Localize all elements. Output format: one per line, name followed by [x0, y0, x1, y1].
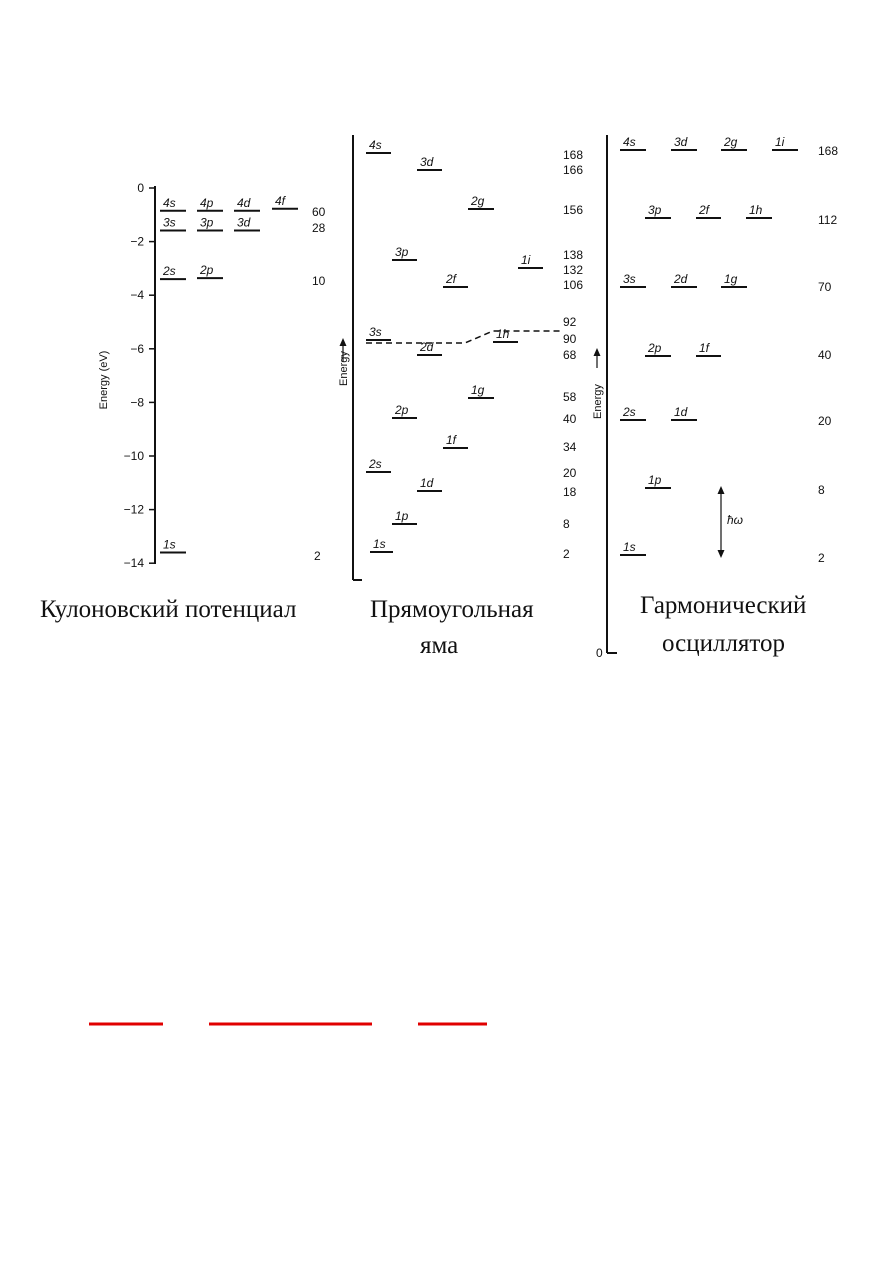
square-well-level-1g-label: 1g: [471, 383, 485, 397]
square-well-degeneracy-132: 132: [563, 263, 584, 277]
oscillator-level-3d: [671, 135, 697, 150]
square-well-degeneracy-168: 168: [563, 148, 584, 162]
coulomb-level-2s-label: 2s: [163, 264, 176, 279]
square-well-level-1d-label: 1d: [420, 476, 434, 490]
oscillator-panel: [592, 135, 838, 660]
oscillator-level-1f: [696, 341, 721, 356]
square-well-level-1s: [370, 537, 393, 552]
oscillator-level-1s: [620, 540, 646, 555]
oscillator-level-3s-label: 3s: [623, 272, 636, 286]
oscillator-level-4s-label: 4s: [623, 135, 636, 149]
square-well-level-1p-label: 1p: [395, 509, 409, 523]
square-well-level-3p: [392, 245, 417, 260]
oscillator-level-1s-label: 1s: [623, 540, 636, 554]
oscillator-degeneracy-168: 168: [818, 144, 839, 158]
oscillator-axis-arrow: [594, 348, 601, 368]
oscillator-level-1g-label: 1g: [724, 272, 738, 286]
square-well-degeneracy-138: 138: [563, 248, 584, 262]
coulomb-level-3p: [197, 215, 223, 230]
square-well-level-2f: [443, 272, 468, 287]
coulomb-panel: [40, 181, 326, 623]
oscillator-level-1d-label: 1d: [674, 405, 688, 419]
square-well-level-1f: [443, 433, 468, 448]
coulomb-level-4p: [197, 196, 223, 211]
oscillator-level-3d-label: 3d: [674, 135, 688, 149]
square-well-level-1s-label: 1s: [373, 537, 386, 551]
square-well-caption-line2: яма: [420, 632, 459, 659]
oscillator-level-1p-label: 1p: [648, 473, 662, 487]
coulomb-tick-label: −4: [130, 288, 144, 303]
square-well-level-3s: [366, 325, 391, 340]
square-well-level-1p: [392, 509, 417, 524]
coulomb-level-4s: [160, 196, 186, 211]
square-well-level-1i: [518, 253, 543, 268]
square-well-level-2s-label: 2s: [369, 457, 382, 471]
coulomb-degeneracy-28: 28: [312, 221, 326, 235]
oscillator-level-2d: [671, 272, 697, 287]
square-well-level-2p: [392, 403, 417, 418]
square-well-axis-label: Energy: [338, 351, 350, 386]
oscillator-level-3p-label: 3p: [648, 203, 662, 217]
coulomb-tick-label: −6: [130, 341, 144, 356]
square-well-level-1d: [417, 476, 442, 491]
oscillator-level-2f: [696, 203, 721, 218]
oscillator-degeneracy-2: 2: [818, 551, 825, 565]
oscillator-level-2p-label: 2p: [648, 341, 662, 355]
square-well-level-4s: [366, 138, 391, 153]
oscillator-degeneracy-20: 20: [818, 414, 832, 428]
oscillator-level-1g: [721, 272, 747, 287]
coulomb-level-4d: [234, 196, 260, 211]
square-well-caption-line1: Прямоугольная: [370, 596, 534, 623]
oscillator-level-1h-label: 1h: [749, 203, 763, 217]
square-well-level-1f-label: 1f: [446, 433, 457, 447]
coulomb-level-4p-label: 4p: [200, 195, 214, 210]
square-well-level-2p-label: 2p: [395, 403, 409, 417]
oscillator-degeneracy-112: 112: [818, 213, 838, 227]
oscillator-level-1p: [645, 473, 671, 488]
square-well-level-4s-label: 4s: [369, 138, 382, 152]
coulomb-tick-label: 0: [137, 181, 144, 195]
square-well-level-1g: [468, 383, 494, 398]
coulomb-level-2p: [197, 263, 223, 278]
coulomb-tick-label: −10: [123, 449, 144, 463]
square-well-degeneracy-8: 8: [563, 517, 570, 531]
coulomb-caption: Кулоновский потенциал: [40, 596, 297, 623]
oscillator-level-2f-label: 2f: [699, 203, 710, 217]
square-well-degeneracy-156: 156: [563, 203, 584, 217]
oscillator-level-3s: [620, 272, 646, 287]
oscillator-zero-label: 0: [596, 646, 603, 660]
oscillator-level-2g-label: 2g: [724, 135, 738, 149]
square-well-level-2g: [468, 194, 494, 209]
oscillator-level-4s: [620, 135, 646, 150]
hbar-omega-double-arrow: [718, 486, 725, 558]
oscillator-level-2s-label: 2s: [623, 405, 636, 419]
coulomb-level-2p-label: 2p: [200, 263, 214, 278]
coulomb-level-4d-label: 4d: [237, 195, 251, 210]
coulomb-level-4f: [272, 194, 298, 209]
hbar-omega-label: ħω: [727, 513, 744, 527]
oscillator-degeneracy-70: 70: [818, 280, 832, 294]
oscillator-level-3p: [645, 203, 671, 218]
square-well-degeneracy-90: 90: [563, 332, 577, 346]
square-well-level-2d-label: 2d: [420, 340, 434, 354]
oscillator-level-1d: [671, 405, 697, 420]
oscillator-caption-line2: осциллятор: [662, 630, 786, 657]
oscillator-caption-line1: Гармонический: [640, 592, 807, 619]
coulomb-tick-label: −2: [130, 234, 144, 249]
square-well-level-3p-label: 3p: [395, 245, 409, 259]
coulomb-level-3p-label: 3p: [200, 215, 214, 230]
square-well-level-3d: [417, 155, 442, 170]
square-well-level-2s: [366, 457, 391, 472]
coulomb-axis-label: Energy (eV): [98, 350, 110, 410]
oscillator-degeneracy-40: 40: [818, 348, 832, 362]
oscillator-level-1i-label: 1i: [775, 135, 785, 149]
oscillator-axis-label: Energy: [592, 384, 604, 419]
oscillator-level-1f-label: 1f: [699, 341, 710, 355]
coulomb-level-3s-label: 3s: [163, 215, 176, 230]
oscillator-level-1i: [772, 135, 798, 150]
square-well-degeneracy-40: 40: [563, 412, 577, 426]
coulomb-level-2s: [160, 264, 186, 279]
square-well-level-2g-label: 2g: [471, 194, 485, 208]
coulomb-level-4s-label: 4s: [163, 195, 176, 210]
coulomb-degeneracy-10: 10: [312, 274, 326, 288]
square-well-degeneracy-166: 166: [563, 163, 584, 177]
oscillator-level-2p: [645, 341, 671, 356]
coulomb-level-3d: [234, 215, 260, 230]
square-well-degeneracy-68: 68: [563, 348, 577, 362]
coulomb-tick-label: −14: [123, 556, 144, 571]
oscillator-degeneracy-8: 8: [818, 483, 825, 497]
square-well-degeneracy-20: 20: [563, 466, 577, 480]
square-well-degeneracy-2: 2: [563, 547, 570, 561]
coulomb-degeneracy-2: 2: [314, 549, 321, 563]
square-well-level-3s-label: 3s: [369, 325, 382, 339]
square-well-degeneracy-58: 58: [563, 390, 577, 404]
coulomb-tick-label: −8: [130, 395, 144, 410]
square-well-level-2f-label: 2f: [446, 272, 457, 286]
square-well-magic-gap-dashed-line: [366, 331, 560, 343]
oscillator-level-2s: [620, 405, 646, 420]
coulomb-level-3s: [160, 215, 186, 230]
square-well-level-1i-label: 1i: [521, 253, 531, 267]
coulomb-tick-label: −12: [123, 502, 144, 517]
square-well-degeneracy-106: 106: [563, 278, 584, 292]
coulomb-level-3d-label: 3d: [237, 215, 251, 230]
coulomb-level-4f-label: 4f: [275, 193, 286, 208]
square-well-level-3d-label: 3d: [420, 155, 434, 169]
square-well-degeneracy-34: 34: [563, 440, 577, 454]
coulomb-level-1s-label: 1s: [163, 537, 176, 552]
oscillator-level-2g: [721, 135, 747, 150]
coulomb-level-1s: [160, 537, 186, 552]
square-well-panel: [338, 135, 583, 659]
oscillator-level-1h: [746, 203, 772, 218]
square-well-degeneracy-18: 18: [563, 485, 577, 499]
coulomb-degeneracy-60: 60: [312, 205, 326, 219]
square-well-degeneracy-92: 92: [563, 315, 577, 329]
square-well-level-1h-label: 1h: [496, 327, 510, 341]
square-well-level-1h: [493, 327, 518, 342]
oscillator-level-2d-label: 2d: [674, 272, 688, 286]
